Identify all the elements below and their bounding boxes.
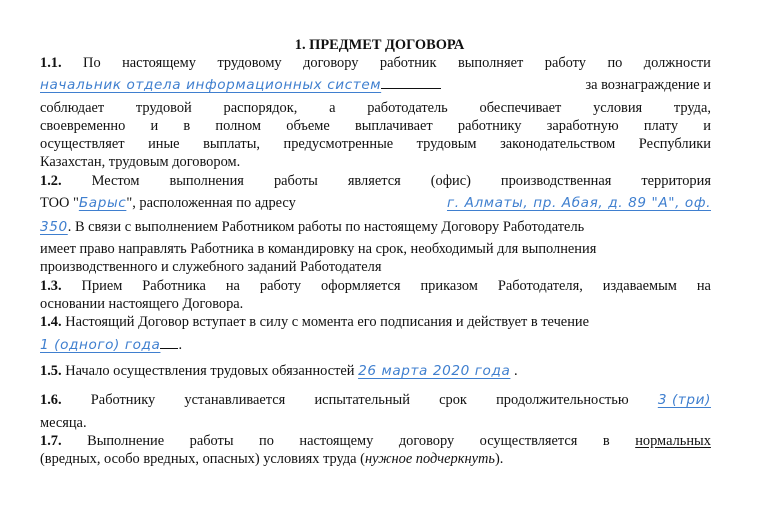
p1-word: работник	[379, 55, 437, 71]
p1-word: договору	[303, 55, 359, 71]
probation-handwritten: 3 (три)	[657, 392, 711, 408]
p6-number: 1.6.	[40, 392, 62, 408]
p1-word: трудовому	[217, 55, 282, 71]
p7-word: осуществляется	[479, 433, 578, 449]
address-handwritten-1: г. Алматы, пр. Абая, д. 89 "А", оф.	[446, 195, 711, 211]
p1-word: и	[150, 118, 159, 134]
p3-word: Прием	[81, 278, 123, 294]
p1-word: законодательством	[500, 136, 616, 152]
p1-word: Республики	[638, 136, 711, 152]
p2-line-2	[40, 194, 711, 212]
p6-line-1	[40, 391, 711, 409]
p4-text: Настоящий Договор вступает в силу с момента его подписания и действует в течение	[65, 314, 589, 330]
p1-word: По	[83, 55, 101, 71]
p1-word: работу	[544, 55, 586, 71]
p5-line-1	[40, 362, 711, 380]
p3-word: приказом	[420, 278, 478, 294]
p2-line-1	[40, 172, 711, 190]
p3-word: на	[696, 278, 711, 294]
p3-word: издаваемым	[602, 278, 677, 294]
p2-line-3	[40, 218, 711, 236]
p1-line-2	[40, 76, 711, 94]
p3-word: оформляется	[321, 278, 401, 294]
position-handwritten: начальник отдела информационных систем	[40, 77, 382, 93]
p4-end: .	[178, 337, 183, 353]
position-blank-line	[381, 88, 441, 89]
p1-word: трудовым	[416, 136, 477, 152]
p1-line-5	[40, 135, 711, 153]
p1-word: и	[703, 118, 711, 134]
p3-word: работу	[259, 278, 302, 294]
p6-word: испытательный	[314, 392, 410, 408]
p7-word: работы	[189, 433, 234, 449]
p1-word: заработную	[546, 118, 619, 134]
company-suffix: ", расположенная по адресу	[126, 195, 296, 211]
company-handwritten: Барыс	[78, 195, 127, 211]
term-blank-line	[160, 348, 178, 349]
address-handwritten-2: 350	[40, 219, 68, 235]
term-handwritten: 1 (одного) года	[40, 337, 161, 353]
p1-word: иные	[148, 136, 180, 152]
p7-number: 1.7.	[40, 433, 62, 449]
p1-word: обеспечивает	[479, 100, 562, 116]
p1-word: полном	[215, 118, 262, 134]
p1-word: выполняет	[457, 55, 524, 71]
p1-word: своевременно	[40, 118, 126, 134]
p2-line-4: имеет право направлять Работника в командировку на срок, необходимый для выполнения	[40, 241, 597, 257]
p5-text: Начало осуществления трудовых обязанностей	[65, 363, 359, 379]
p2-word: территория	[641, 173, 711, 189]
p7-word: по	[259, 433, 274, 449]
p2-number: 1.2.	[40, 173, 62, 189]
p1-word: настоящему	[122, 55, 196, 71]
p1-word: выплаты,	[203, 136, 260, 152]
p7-line-2	[40, 450, 711, 468]
p3-line-2: основании настоящего Договора.	[40, 296, 244, 312]
p7-word: договору	[398, 433, 455, 449]
p1-line-1	[40, 54, 711, 72]
p1-word: соблюдает	[40, 100, 105, 116]
p6-line-2: месяца.	[40, 415, 87, 431]
p4-line-1	[40, 313, 711, 331]
p3-line-1	[40, 277, 711, 295]
p6-word: продолжительностью	[496, 392, 629, 408]
p1-word: работодатель	[367, 100, 448, 116]
p3-word: на	[225, 278, 240, 294]
p1-word: должности	[643, 55, 711, 71]
p6-word: Работнику	[90, 392, 156, 408]
p7-word: настоящему	[299, 433, 374, 449]
normal-conditions-underlined: нормальных	[635, 433, 711, 449]
p1-word: осуществляет	[40, 136, 125, 152]
p2-word: является	[347, 173, 401, 189]
p1-number: 1.1.	[40, 55, 62, 71]
p2-word: Местом	[91, 173, 140, 189]
p1-word: в	[183, 118, 191, 134]
p1-line-6: Казахстан, трудовым договором.	[40, 154, 241, 170]
p6-word: срок	[439, 392, 467, 408]
p1-word: плату	[643, 118, 679, 134]
p1-word: распорядок,	[223, 100, 298, 116]
p7-line2-start: (вредных, особо вредных, опасных) условиях труда (	[40, 451, 365, 467]
p3-word: Работодателя,	[497, 278, 583, 294]
p7-line-1	[40, 432, 711, 450]
p1-after-position: за вознаграждение и	[585, 77, 711, 93]
p3-number: 1.3.	[40, 278, 62, 294]
p5-end: .	[514, 363, 518, 379]
p1-word: трудовой	[135, 100, 192, 116]
p1-word: труда,	[673, 100, 711, 116]
p2-word: работы	[273, 173, 318, 189]
p7-note: нужное подчеркнуть	[364, 451, 495, 467]
p1-line-3	[40, 99, 711, 117]
p7-line2-end: ).	[494, 451, 504, 467]
p6-word: устанавливается	[184, 392, 286, 408]
p4-line-2	[40, 336, 711, 354]
p1-word: по	[607, 55, 623, 71]
p2-word: (офис)	[430, 173, 471, 189]
p2-line-5: производственного и служебного заданий Работодателя	[40, 259, 382, 275]
p4-number: 1.4.	[40, 314, 62, 330]
start-date-handwritten: 26 марта 2020 года	[358, 363, 511, 379]
p7-word: в	[602, 433, 610, 449]
p1-word: а	[329, 100, 336, 116]
p7-word: Выполнение	[87, 433, 165, 449]
p1-word: работнику	[457, 118, 522, 134]
p1-word: объеме	[286, 118, 330, 134]
company-prefix: ТОО "	[40, 195, 79, 211]
p2-word: выполнения	[169, 173, 244, 189]
p2-word: производственная	[500, 173, 612, 189]
p3-word: Работника	[142, 278, 206, 294]
p1-word: предусмотренные	[283, 136, 394, 152]
p5-number: 1.5.	[40, 363, 62, 379]
section-title: 1. ПРЕДМЕТ ДОГОВОРА	[294, 37, 465, 53]
p2-after-address: . В связи с выполнением Работником работы по настоящему Договору Работодатель	[67, 219, 585, 235]
p1-line-4	[40, 117, 711, 135]
p1-word: выплачивает	[354, 118, 433, 134]
p1-word: условия	[593, 100, 643, 116]
